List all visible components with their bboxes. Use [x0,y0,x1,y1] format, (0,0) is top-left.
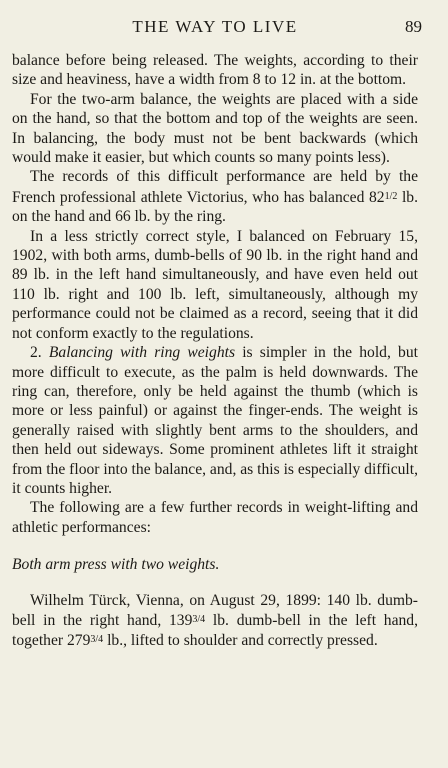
body-text [12,51,418,651]
paragraph-text: is simpler in the hold, but more difficult to execute, as the palm is held downwards. The ring can, therefore, only be held against the thumb (which is more or less painful) or against the finger-ends. The weight is generally raised with slightly bent arms to the shoulders, and then held out sideways. Some prominent athletes lift it straight from the floor into the balance, and, as this is especially difficult, it counts higher. [12,344,418,497]
page-number: 89 [405,17,422,36]
paragraph-text: lb., lifted to shoulder and correctly pressed. [103,632,378,650]
running-head: THE WAY TO LIVE [132,17,298,36]
paragraph-text: The records of this difficult performance are held by the French professional athlete Victorius, who has balanced 82 [12,168,418,206]
fraction: 1/2 [384,190,398,202]
paragraph-continuation: balance before being released. The weights, according to their size and heaviness, have a width from 8 to 12 in. at the bottom. [12,52,418,89]
list-number: 2. [30,344,49,362]
paragraph-ring-weights [12,343,418,498]
paragraph-records-victorius [12,167,418,226]
italic-term: Balancing with ring weights [48,344,236,362]
section-heading: Both arm press with two weights. [12,556,220,574]
paragraph-text: lb. on the hand and 66 lb. by the ring. [12,188,418,226]
paragraph-further-records: The following are a few further records in weight-lifting and athletic performances: [12,499,418,536]
page-header [12,0,422,40]
paragraph-two-arm-balance: For the two-arm balance, the weights are placed with a side on the hand, so that the bottom and top of the weights are seen. In balancing, the body must not be bent backwards (which would make it easier, but which counts so many points less). [12,90,418,167]
paragraph-text: Wilhelm Türck, Vienna, on August 29, 1899: 140 lb. dumb-bell in the right hand, 139 [12,591,418,629]
paragraph-text: lb. dumb-bell in the left hand, together 279 [12,611,418,650]
paragraph-author-balance: In a less strictly correct style, I balanced on February 15, 1902, with both arms, dumb-bells of 90 lb. in the right hand and 89 lb. in the left hand simultaneously, and have even held out 110 lb. right and 100 lb. left, simultaneously, although my performance could not be claimed as a record, seeing that it did not conform exactly to the regulations. [12,227,418,342]
paragraph-turck-record [12,591,418,651]
fraction: 3/4 [192,613,206,625]
fraction: 3/4 [90,634,104,646]
